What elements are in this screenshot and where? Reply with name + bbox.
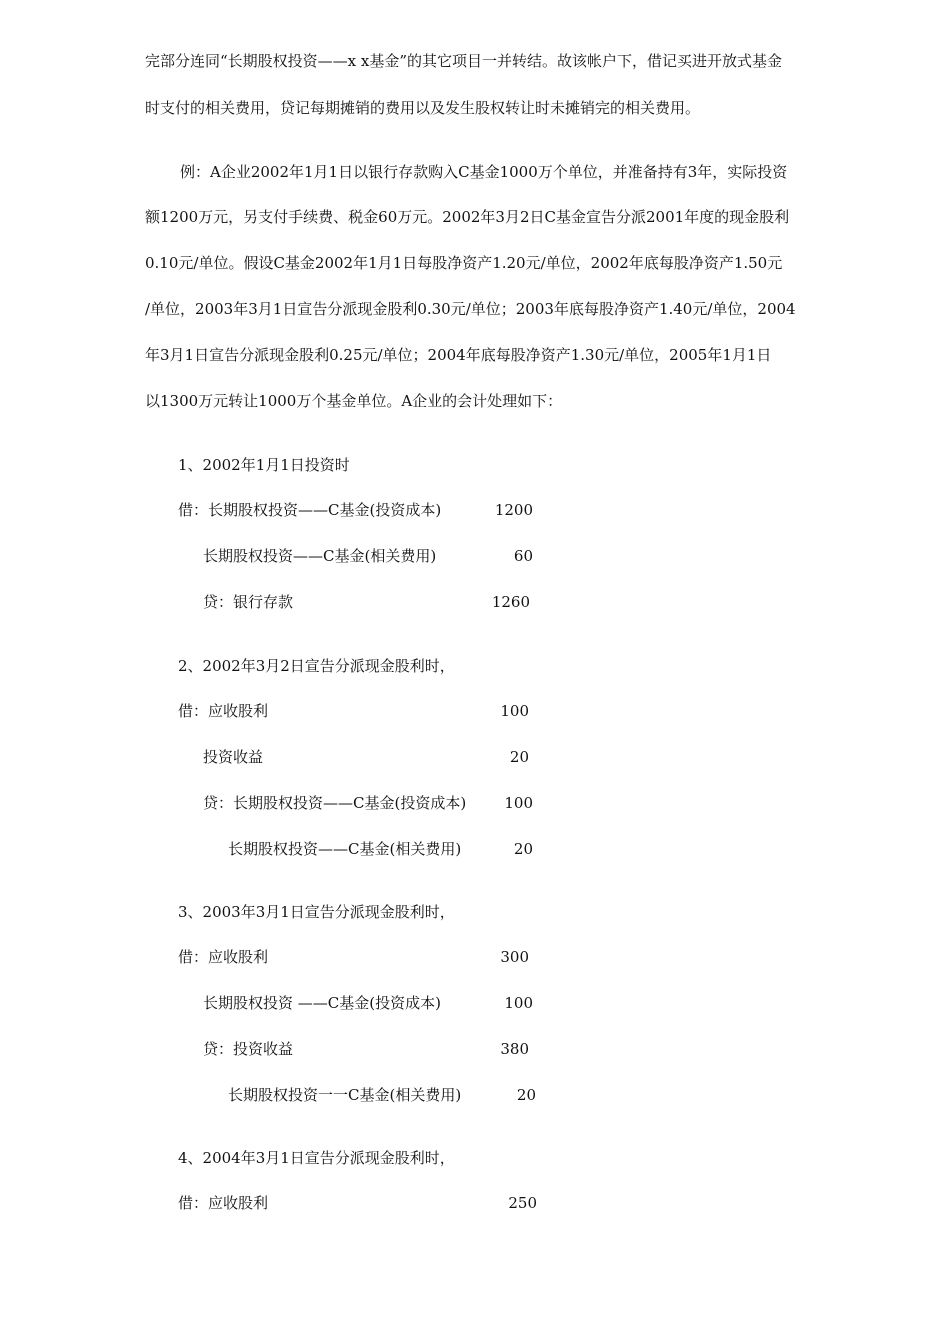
entry-3-amount-4: 20 bbox=[516, 1086, 536, 1104]
entry-1-heading: 1、2002年1月1日投资时 bbox=[178, 456, 350, 474]
entry-3-line-4: 长期股权投资一一C基金(相关费用) bbox=[228, 1086, 462, 1104]
entry-2-amount-3: 100 bbox=[504, 794, 533, 812]
entry-1-amount-1: 1200 bbox=[494, 501, 533, 519]
example-line-2: 额1200万元，另支付手续费、税金60万元。2002年3月2日C基金宣告分派2001年度的现金股利 bbox=[145, 208, 790, 226]
entry-1-line-1: 借：长期股权投资——C基金(投资成本) bbox=[178, 501, 442, 519]
intro-line-2: 时支付的相关费用，贷记每期摊销的费用以及发生股权转让时未摊销完的相关费用。 bbox=[145, 99, 701, 117]
entry-1-line-3: 贷：银行存款 bbox=[203, 593, 294, 611]
entry-3-amount-2: 100 bbox=[504, 994, 533, 1012]
entry-3-amount-3: 380 bbox=[500, 1040, 529, 1058]
example-line-6: 以1300万元转让1000万个基金单位。A企业的会计处理如下： bbox=[145, 392, 563, 410]
example-line-1: 例：A企业2002年1月1日以银行存款购入C基金1000万个单位，并准备持有3年，实际投资 bbox=[180, 163, 788, 181]
entry-2-line-3: 贷：长期股权投资——C基金(投资成本) bbox=[203, 794, 467, 812]
entry-3-line-1: 借：应收股利 bbox=[178, 948, 269, 966]
entry-2-amount-2: 20 bbox=[509, 748, 529, 766]
entry-2-line-4: 长期股权投资——C基金(相关费用) bbox=[228, 840, 462, 858]
entry-1-amount-3: 1260 bbox=[491, 593, 530, 611]
entry-3-amount-1: 300 bbox=[500, 948, 529, 966]
entry-2-heading: 2、2002年3月2日宣告分派现金股利时， bbox=[178, 657, 455, 675]
entry-3-heading: 3、2003年3月1日宣告分派现金股利时， bbox=[178, 903, 455, 921]
entry-2-amount-1: 100 bbox=[500, 702, 529, 720]
intro-line-1: 完部分连同“长期股权投资——x x基金”的其它项目一并转结。故该帐户下，借记买进开放式基金 bbox=[145, 52, 783, 70]
entry-2-line-1: 借：应收股利 bbox=[178, 702, 269, 720]
entry-2-line-2: 投资收益 bbox=[203, 748, 264, 766]
entry-2-amount-4: 20 bbox=[513, 840, 533, 858]
entry-1-line-2: 长期股权投资——C基金(相关费用) bbox=[203, 547, 437, 565]
example-line-3: 0.10元/单位。假设C基金2002年1月1日每股净资产1.20元/单位，2002年底每股净资产1.50元 bbox=[145, 254, 783, 272]
entry-4-amount-1: 250 bbox=[508, 1194, 537, 1212]
entry-4-heading: 4、2004年3月1日宣告分派现金股利时， bbox=[178, 1149, 455, 1167]
entry-4-line-1: 借：应收股利 bbox=[178, 1194, 269, 1212]
entry-3-line-3: 贷：投资收益 bbox=[203, 1040, 294, 1058]
example-line-4: /单位，2003年3月1日宣告分派现金股利0.30元/单位；2003年底每股净资产1.40元/单位，2004 bbox=[145, 300, 796, 318]
entry-1-amount-2: 60 bbox=[513, 547, 533, 565]
example-line-5: 年3月1日宣告分派现金股利0.25元/单位；2004年底每股净资产1.30元/单位，2005年1月1日 bbox=[145, 346, 772, 364]
entry-3-line-2: 长期股权投资 ——C基金(投资成本) bbox=[203, 994, 441, 1012]
